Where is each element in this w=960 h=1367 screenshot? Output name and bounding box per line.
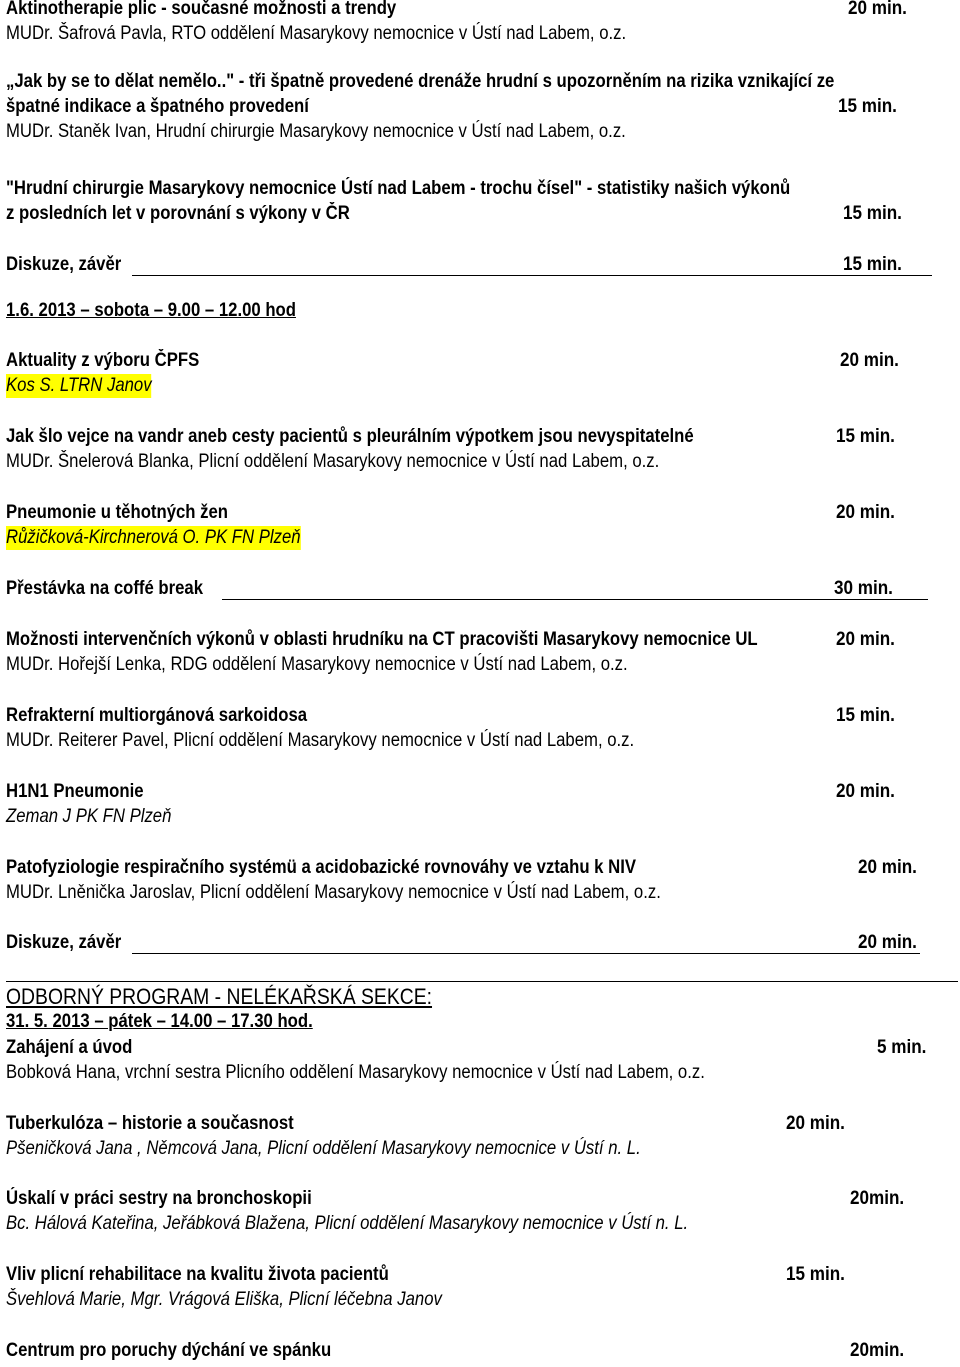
duration: 15 min. (786, 1264, 845, 1285)
talk-title: Patofyziologie respiračního systémü a acidobazické rovnováhy ve vztahu k NIV (6, 857, 636, 878)
speaker-line: Bc. Hálová Kateřina, Jeřábková Blažena, Plicní oddělení Masarykovy nemocnice v Ústí n. L. (6, 1213, 689, 1234)
duration: 15 min. (843, 254, 902, 275)
speaker-line: Švehlová Marie, Mgr. Vrágová Eliška, Plicní léčebna Janov (6, 1289, 442, 1310)
program-line (6, 70, 834, 94)
program-line (6, 805, 171, 829)
talk-title: Tuberkulóza – historie a současnost (6, 1113, 294, 1134)
program-line (6, 1112, 294, 1136)
program-line (6, 0, 396, 21)
program-line (6, 1187, 312, 1211)
speaker-line: MUDr. Reiterer Pavel, Plicní oddělení Masarykovy nemocnice v Ústí nad Labem, o.z. (6, 730, 635, 751)
program-line (6, 1263, 389, 1287)
duration: 15 min. (836, 426, 895, 447)
underline-rule (132, 275, 932, 276)
duration: 20 min. (858, 932, 917, 953)
program-line (6, 577, 203, 601)
duration: 20 min. (836, 781, 895, 802)
program-line (6, 95, 309, 119)
talk-title: Pneumonie u těhotných žen (6, 502, 229, 523)
talk-title: Aktuality z výboru ČPFS (6, 350, 200, 371)
speaker-line: MUDr. Staněk Ivan, Hrudní chirurgie Masarykovy nemocnice v Ústí nad Labem, o.z. (6, 121, 626, 142)
talk-title: Přestávka na coffé break (6, 578, 204, 599)
talk-title: Zahájení a úvod (6, 1037, 133, 1058)
talk-title: Vliv plicní rehabilitace na kvalitu života pacientů (6, 1264, 389, 1285)
program-line (6, 1137, 641, 1161)
program-line (6, 501, 228, 525)
duration: 5 min. (877, 1037, 927, 1058)
talk-title: Refrakterní multiorgánová sarkoidosa (6, 705, 308, 726)
speaker-line: MUDr. Lněnička Jaroslav, Plicní oddělení Masarykovy nemocnice v Ústí nad Labem, o.z. (6, 882, 661, 903)
section-heading: ODBORNÝ PROGRAM - NELÉKAŘSKÁ SEKCE: (6, 984, 433, 1009)
program-line (6, 881, 661, 905)
speaker-line: Pšeničková Jana , Němcová Jana, Plicní oddělení Masarykovy nemocnice v Ústí n. L. (6, 1138, 641, 1159)
speaker-line: špatné indikace a špatného provedení (6, 96, 309, 117)
talk-title: Možnosti intervenčních výkonů v oblasti hrudníku na CT pracovišti Masarykovy nemocnice UL (6, 629, 758, 650)
program-line (6, 1212, 688, 1236)
duration: 15 min. (838, 96, 897, 117)
program-line (6, 253, 121, 277)
program-line (6, 450, 659, 474)
program-line (6, 1288, 442, 1312)
program-line (6, 374, 152, 398)
duration: 20min. (850, 1340, 905, 1361)
program-line (6, 856, 636, 880)
program-line (6, 177, 790, 201)
duration: 15 min. (836, 705, 895, 726)
talk-title: Úskalí v práci sestry na bronchoskopii (6, 1188, 312, 1209)
duration: 20 min. (848, 0, 907, 19)
duration: 20 min. (836, 502, 895, 523)
duration: 20 min. (836, 629, 895, 650)
program-line (6, 299, 296, 323)
talk-title: H1N1 Pneumonie (6, 781, 144, 802)
speaker-line: z posledních let v porovnání s výkony v ČR (6, 203, 350, 224)
program-line (6, 526, 301, 550)
program-line (6, 349, 199, 373)
program-line (6, 202, 350, 226)
program-line (6, 425, 694, 449)
program-line (6, 120, 626, 144)
program-line (6, 1036, 132, 1060)
underline-rule (222, 599, 928, 600)
program-line (6, 1010, 313, 1034)
talk-title: Centrum pro poruchy dýchání ve spánku (6, 1340, 332, 1361)
talk-title: Aktinotherapie plic - současné možnosti a trendy (6, 0, 397, 19)
speaker-line: MUDr. Šnelerová Blanka, Plicní oddělení Masarykovy nemocnice v Ústí nad Labem, o.z. (6, 451, 660, 472)
program-line (6, 704, 307, 728)
duration: 20 min. (840, 350, 899, 371)
program-line (6, 22, 626, 46)
duration: 20min. (850, 1188, 905, 1209)
program-line (6, 653, 628, 677)
talk-title: Diskuze, závěr (6, 254, 122, 275)
speaker-line: 31. 5. 2013 – pátek – 14.00 – 17.30 hod. (6, 1011, 313, 1032)
duration: 15 min. (843, 203, 902, 224)
talk-title: Jak šlo vejce na vandr aneb cesty pacientů s pleurálním výpotkem jsou nevyspitatelné (6, 426, 694, 447)
program-line (6, 628, 758, 652)
duration: 20 min. (858, 857, 917, 878)
section-divider (6, 981, 958, 982)
program-line (6, 1339, 331, 1363)
underline-rule (132, 953, 920, 954)
duration: 20 min. (786, 1113, 845, 1134)
speaker-line: Bobková Hana, vrchní sestra Plicního oddělení Masarykovy nemocnice v Ústí nad Labem, o.z. (6, 1062, 705, 1083)
talk-title: Diskuze, závěr (6, 932, 122, 953)
program-line (6, 1061, 705, 1085)
speaker-line: MUDr. Šafrová Pavla, RTO oddělení Masarykovy nemocnice v Ústí nad Labem, o.z. (6, 23, 627, 44)
talk-title: „Jak by se to dělat nemělo.." - tři špatně provedené drenáže hrudní s upozorněním na rizika vznikající ze (6, 71, 835, 92)
speaker-line: Kos S. LTRN Janov (6, 375, 152, 396)
speaker-line: Zeman J PK FN Plzeň (6, 806, 172, 827)
program-line (6, 780, 144, 804)
program-line (6, 931, 121, 955)
speaker-line: MUDr. Hořejší Lenka, RDG oddělení Masarykovy nemocnice v Ústí nad Labem, o.z. (6, 654, 628, 675)
talk-title: 1.6. 2013 – sobota – 9.00 – 12.00 hod (6, 300, 296, 321)
talk-title: "Hrudní chirurgie Masarykovy nemocnice Ústí nad Labem - trochu čísel" - statistiky našich výkonů (6, 178, 791, 199)
duration: 30 min. (834, 578, 893, 599)
program-line (6, 729, 634, 753)
speaker-line: Růžičková-Kirchnerová O. PK FN Plzeň (6, 527, 301, 548)
program-line (6, 985, 432, 1009)
